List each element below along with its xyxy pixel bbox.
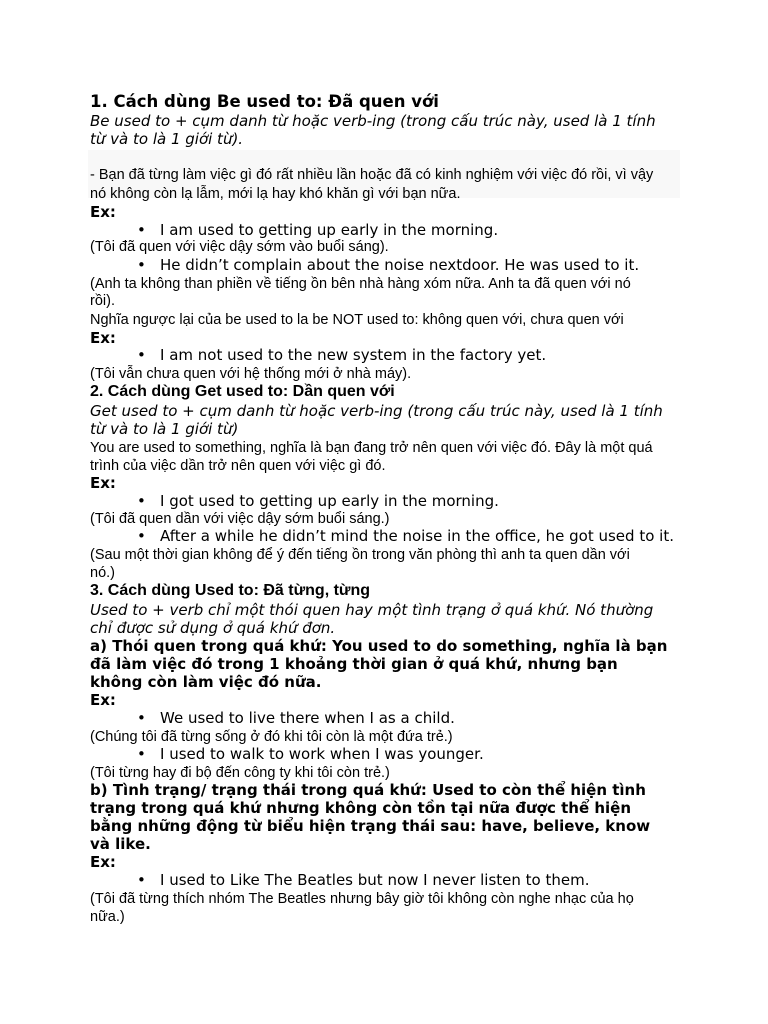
example-bullet [137, 221, 737, 239]
bullet-marker: • [137, 745, 146, 763]
example-text: We used to live there when I as a child. [160, 709, 455, 727]
bullet-marker: • [137, 871, 146, 889]
section-1-negative-note: Nghĩa ngược lại của be used to la be NOT used to: không quen với, chưa quen với [90, 312, 624, 328]
bullet-marker: • [137, 346, 146, 364]
example-text: I am used to getting up early in the morning. [160, 221, 499, 239]
subsection-b-line-2: trạng trong quá khứ nhưng không còn tồn tại nữa được thể hiện [90, 799, 632, 817]
subsection-b-line-3: bằng những động từ biểu hiện trạng thái sau: have, believe, know [90, 817, 651, 835]
example-translation-line-1: (Tôi đã từng thích nhóm The Beatles nhưng bây giờ tôi không còn nghe nhạc của họ [90, 891, 634, 907]
subsection-a-line-1: a) Thói quen trong quá khứ: You used to do something, nghĩa là bạn [90, 637, 668, 655]
example-label: Ex: [90, 474, 116, 492]
section-3-intro-line-1: Used to + verb chỉ một thói quen hay một tình trạng ở quá khứ. Nó thường [90, 601, 654, 619]
example-translation-line-1: (Sau một thời gian không để ý đến tiếng ồn trong văn phòng thì anh ta quen dần với [90, 547, 630, 563]
example-bullet [137, 527, 737, 545]
example-text: He didn’t complain about the noise nextdoor. He was used to it. [160, 256, 640, 274]
bullet-marker: • [137, 221, 146, 239]
example-label: Ex: [90, 203, 116, 221]
example-label: Ex: [90, 853, 116, 871]
bullet-marker: • [137, 709, 146, 727]
section-2-desc-line-1: You are used to something, nghĩa là bạn đang trở nên quen với việc đó. Đây là một quá [90, 440, 653, 456]
example-translation: (Tôi đã quen dần với việc dậy sớm buổi sáng.) [90, 511, 390, 527]
example-translation: (Tôi vẫn chưa quen với hệ thống mới ở nhà máy). [90, 366, 412, 382]
section-3-heading: 3. Cách dùng Used to: Đã từng, từng [90, 582, 371, 599]
example-translation: (Tôi từng hay đi bộ đến công ty khi tôi còn trẻ.) [90, 765, 390, 781]
example-translation-line-2: nó.) [90, 565, 115, 581]
section-3-intro-line-2: chỉ được sử dụng ở quá khứ đơn. [90, 619, 336, 637]
example-text: I used to walk to work when I was younger. [160, 745, 484, 763]
example-translation-line-2: nữa.) [90, 909, 125, 925]
example-text: I used to Like The Beatles but now I never listen to them. [160, 871, 590, 889]
section-1-intro-line-2: từ và to là 1 giới từ). [90, 130, 244, 148]
bullet-marker: • [137, 256, 146, 274]
bullet-marker: • [137, 492, 146, 510]
example-translation: (Chúng tôi đã từng sống ở đó khi tôi còn là một đứa trẻ.) [90, 729, 453, 745]
example-translation-line-2: rồi). [90, 293, 115, 309]
example-bullet [137, 709, 737, 727]
bullet-marker: • [137, 527, 146, 545]
example-translation: (Tôi đã quen với việc dậy sớm vào buổi sáng). [90, 239, 389, 255]
example-bullet [137, 256, 737, 274]
section-1-desc-line-1: - Bạn đã từng làm việc gì đó rất nhiều lần hoặc đã có kinh nghiệm với việc đó rồi, vì vậy [90, 167, 654, 183]
subsection-a-line-2: đã làm việc đó trong 1 khoảng thời gian ở quá khứ, nhưng bạn [90, 655, 618, 673]
section-1-intro-line-1: Be used to + cụm danh từ hoặc verb-ing (trong cấu trúc này, used là 1 tính [90, 112, 656, 130]
example-label: Ex: [90, 691, 116, 709]
example-label: Ex: [90, 329, 116, 347]
section-1-heading: 1. Cách dùng Be used to: Đã quen với [90, 92, 439, 111]
example-bullet [137, 745, 737, 763]
section-1-desc-line-2: nó không còn lạ lẫm, mới lạ hay khó khăn gì với bạn nữa. [90, 186, 461, 202]
example-text: I am not used to the new system in the factory yet. [160, 346, 547, 364]
section-2-intro-line-2: từ và to là 1 giới từ) [90, 420, 239, 438]
example-bullet [137, 871, 737, 889]
example-text: I got used to getting up early in the morning. [160, 492, 499, 510]
subsection-a-line-3: không còn làm việc đó nữa. [90, 673, 322, 691]
subsection-b-line-1: b) Tình trạng/ trạng thái trong quá khứ: Used to còn thể hiện tình [90, 781, 646, 799]
subsection-b-line-4: và like. [90, 835, 151, 853]
example-bullet [137, 346, 737, 364]
section-2-intro-line-1: Get used to + cụm danh từ hoặc verb-ing (trong cấu trúc này, used là 1 tính [90, 402, 663, 420]
example-text: After a while he didn’t mind the noise in the office, he got used to it. [160, 527, 674, 545]
example-bullet [137, 492, 737, 510]
section-2-heading: 2. Cách dùng Get used to: Dần quen với [90, 383, 395, 400]
section-2-desc-line-2: trình của việc dần trở nên quen với việc gì đó. [90, 458, 386, 474]
example-translation-line-1: (Anh ta không than phiền về tiếng ồn bên nhà hàng xóm nữa. Anh ta đã quen với nó [90, 276, 631, 292]
